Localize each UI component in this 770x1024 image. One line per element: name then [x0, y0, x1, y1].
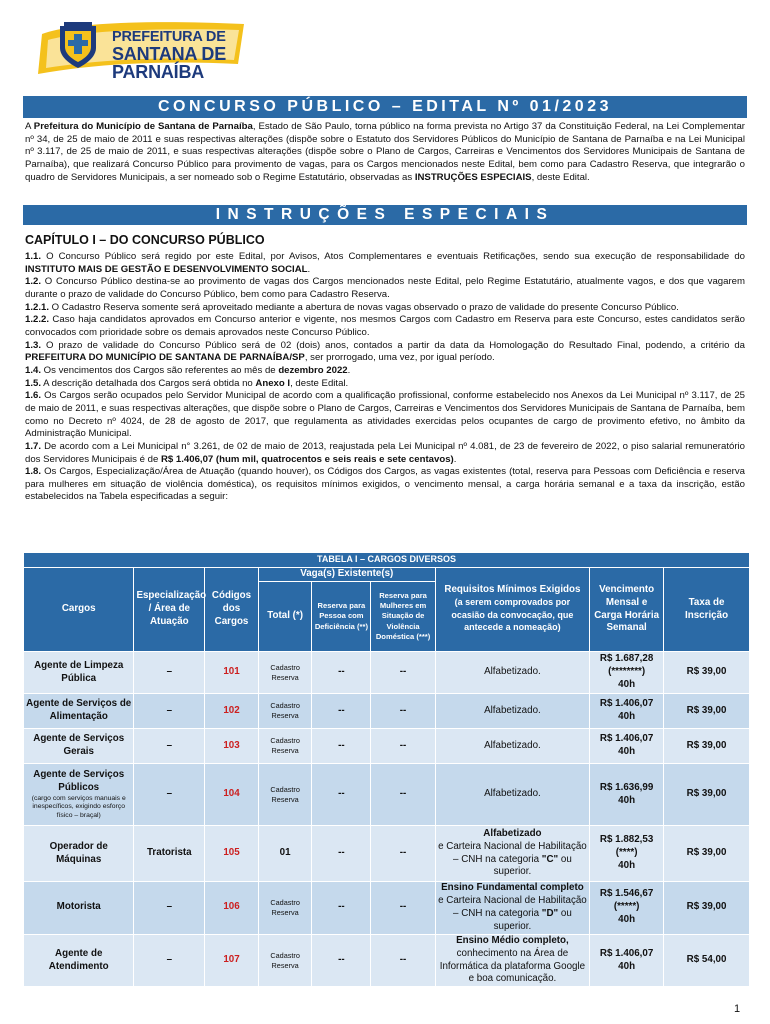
cell-vencimento [590, 934, 664, 987]
header-cargos: Cargos [24, 568, 134, 652]
item-text: . [307, 263, 311, 275]
header-requisitos [435, 568, 589, 652]
intro-text-2: , Estado de São Paulo, torna público na forma prevista no Artigo 37 da Constituição Federal, na Lei Complementar nº 34, de 25 de maio de 2011 e suas respectivas alterações (dispõe sobre o Estatuto dos Servidores Públicos do Município de Santana de Parnaíba e na Lei Municipal nº 3.117, de 25 de maio de 2011, e suas respectivas alterações (dispõe sobre o Plano de Cargos, Carreiras e Vencimentos dos Servidores Municipais de Santana de Parnaíba), que realizará Concurso Público para provimento de vagas, para os Cargos mencionados neste Edital, bem como para Cadastro Reserva, que integrarão o quadro de Servidores Municipais, a ser nomeado sob o Regime Estatutário, observadas as [25, 121, 745, 183]
cell-pcd: -- [312, 694, 371, 729]
cell-cargo: Agente de Limpeza Pública [24, 652, 134, 694]
item-1-2-1 [25, 302, 745, 315]
item-text: , deste Edital. [290, 377, 349, 389]
requisito-texto: e Carteira Nacional de Habilitação – CNH na categoria [438, 894, 587, 919]
cell-especializacao: Tratorista [134, 826, 205, 882]
cell-taxa: R$ 54,00 [664, 934, 750, 987]
vencimento-value: R$ 1.406,07 [599, 698, 654, 710]
table-row [24, 652, 750, 694]
cell-cargo: Motorista [24, 882, 134, 935]
cell-especializacao: – [134, 729, 205, 764]
carga-horaria: 40h [618, 746, 636, 757]
intro-bold-2: INSTRUÇÕES ESPECIAIS [414, 171, 532, 183]
item-1-2 [25, 276, 745, 301]
page-number: 1 [734, 1003, 741, 1015]
cell-requisitos: Alfabetizado. [435, 729, 589, 764]
item-text: O prazo de validade do Concurso Público será de 02 (dois) anos, contados a partir da data da Homologação do Resultado Final, podendo, a critério da [41, 339, 745, 351]
header-requisitos-subtitle: (a serem comprovados por ocasião da convocação, que antecede a nomeação) [451, 596, 574, 633]
table-row [24, 882, 750, 935]
item-text: Os Cargos, Especialização/Área de Atuação (quando houver), os Códigos dos Cargos, as vagas existentes (total, reserva para Pessoas com Deficiência e reserva para mulheres em situação de violência doméstica), os requisitos mínimos exigidos, o vencimento mensal, a carga horária semanal e a taxa da inscrição, estão estabelecidos na Tabela especificadas a seguir: [25, 466, 745, 503]
cell-cargo: Agente de Serviços de Alimentação [24, 694, 134, 729]
cell-vencimento [590, 652, 664, 694]
carga-horaria: 40h [618, 678, 636, 690]
cell-mulheres: -- [371, 764, 435, 826]
item-1-3 [25, 340, 745, 365]
logo-wordmark [112, 30, 254, 82]
cell-mulheres: -- [371, 694, 435, 729]
vencimento-note: (****) [615, 847, 638, 859]
item-number: 1.4. [25, 364, 42, 376]
item-text: O Cadastro Reserva somente será aproveitado mediante a abertura de novas vagas observado o prazo de validade do presente Concurso Público. [49, 301, 679, 313]
cell-mulheres: -- [371, 934, 435, 987]
table-row [24, 729, 750, 764]
requisito-principal: Ensino Fundamental completo [441, 882, 584, 893]
cell-mulheres: -- [371, 729, 435, 764]
cell-cargo: Agente de Serviços Gerais [24, 729, 134, 764]
carga-horaria: 40h [618, 914, 636, 926]
intro-text-1: A [25, 121, 34, 132]
cargo-note: (cargo com serviços manuais e inespecíficos, exigindo esforço físico – braçal) [31, 795, 126, 819]
cell-cargo: Agente de Atendimento [24, 934, 134, 987]
item-bold: R$ 1.406,07 (hum mil, quatrocentos e seis reais e sete centavos) [160, 453, 454, 465]
header-vencimento: Vencimento Mensal e Carga Horária Semanal [590, 568, 664, 652]
header-codigos: Códigos dos Cargos [205, 568, 259, 652]
cell-requisitos [435, 882, 589, 935]
item-text: De acordo com a Lei Municipal n° 3.261, de 02 de maio de 2013, reajustada pela Lei Municipal nº 4.081, de 23 de fevereiro de 2022, o piso salarial remuneratório dos Servidores Municipais é de [25, 440, 745, 465]
cell-codigo: 102 [205, 694, 259, 729]
cell-taxa: R$ 39,00 [664, 729, 750, 764]
item-text: . [453, 453, 457, 465]
cell-total: 01 [258, 826, 312, 882]
carga-horaria: 40h [618, 711, 636, 722]
cell-codigo: 104 [205, 764, 259, 826]
prefeitura-logo [34, 14, 254, 83]
cell-codigo: 107 [205, 934, 259, 987]
cell-requisitos [435, 934, 589, 987]
item-number: 1.2.1. [25, 301, 50, 313]
requisito-texto: ou superior. [493, 907, 572, 932]
cell-vencimento [590, 826, 664, 882]
cell-taxa: R$ 39,00 [664, 826, 750, 882]
vencimento-note: (*****) [613, 901, 640, 913]
cell-mulheres: -- [371, 826, 435, 882]
vencimento-value: R$ 1.636,99 [599, 781, 654, 793]
cell-taxa: R$ 39,00 [664, 694, 750, 729]
item-number: 1.8. [25, 466, 42, 478]
document-title: CONCURSO PÚBLICO – EDITAL Nº 01/2023 [23, 96, 747, 118]
cell-especializacao: – [134, 652, 205, 694]
header-requisitos-title: Requisitos Mínimos Exigidos [444, 583, 581, 595]
cell-requisitos [435, 826, 589, 882]
header-pcd: Reserva para Pessoa com Deficiência (**) [312, 582, 371, 652]
item-bold: Anexo I [255, 377, 291, 389]
cell-especializacao: – [134, 934, 205, 987]
cell-total: Cadastro Reserva [258, 729, 312, 764]
cell-cargo [24, 764, 134, 826]
item-bold: INSTITUTO MAIS DE GESTÃO E DESENVOLVIMENTO SOCIAL [25, 263, 308, 275]
requisito-categoria: "D" [541, 907, 559, 919]
requisito-texto: e Carteira Nacional de Habilitação – CNH na categoria [438, 840, 587, 865]
cargo-name: Agente de Serviços Públicos [33, 769, 125, 794]
chapter-items [25, 251, 745, 504]
item-text: , ser prorrogado, uma vez, por igual período. [304, 352, 495, 364]
table-row [24, 934, 750, 987]
item-1-5 [25, 378, 745, 391]
cell-mulheres: -- [371, 652, 435, 694]
logo-line-1: PREFEITURA DE [112, 29, 226, 45]
requisito-texto: conhecimento na Área de Informática da plataforma Google e boa comunicação. [439, 947, 586, 985]
cell-pcd: -- [312, 934, 371, 987]
section-title: INSTRUÇÕES ESPECIAIS [23, 205, 747, 225]
item-text: O Concurso Público será regido por este Edital, por Avisos, Atos Complementares e eventuais Retificações, sendo sua execução de responsabilidade do [41, 251, 745, 262]
item-text: Os Cargos serão ocupados pelo Servidor Municipal de acordo com a qualificação profissional, conforme estabelecido nos Anexos da Lei Municipal nº 3.117, de 25 de maio de 2011, e suas respectivas alterações, que dispõe sobre o Plano de Cargos, Carreiras e Vencimentos dos Servidores Municipais de Santana de Parnaíba, bem como no Decreto nº 4024, de 28 de agosto de 2017, que regulamenta as atividades exercidas pelos ocupantes de cargo de provimento efetivo, no âmbito da Administração Municipal. [25, 390, 745, 440]
requisito-categoria: "C" [541, 853, 559, 865]
cell-vencimento [590, 729, 664, 764]
cell-total: Cadastro Reserva [258, 934, 312, 987]
cell-vencimento [590, 882, 664, 935]
item-text: O Concurso Público destina-se ao provimento de vagas dos Cargos mencionados neste Edital, pelo Regime Estatutário, atualmente vagos, e dos que vagarem durante o prazo de validade do Concurso Público, bem como para Cadastro Reserva. [25, 276, 745, 300]
vencimento-value: R$ 1.546,67 [599, 888, 654, 900]
item-number: 1.7. [25, 440, 42, 452]
chapter-title: CAPÍTULO I – DO CONCURSO PÚBLICO [25, 233, 265, 247]
item-text: Os vencimentos dos Cargos são referentes ao mês de [41, 364, 279, 376]
cell-taxa: R$ 39,00 [664, 652, 750, 694]
vencimento-value: R$ 1.406,07 [599, 947, 654, 959]
cell-pcd: -- [312, 652, 371, 694]
item-bold: PREFEITURA DO MUNICÍPIO DE SANTANA DE PARNAÍBA/SP [25, 352, 305, 364]
cell-codigo: 105 [205, 826, 259, 882]
item-number: 1.2.2. [25, 314, 50, 326]
item-1-1 [25, 251, 745, 276]
cell-codigo: 106 [205, 882, 259, 935]
carga-horaria: 40h [618, 794, 636, 806]
item-1-8 [25, 466, 745, 504]
requisito-texto: ou superior. [493, 853, 572, 878]
vencimento-value: R$ 1.882,53 [599, 834, 654, 846]
item-number: 1.3. [25, 339, 42, 351]
table-row [24, 826, 750, 882]
cell-especializacao: – [134, 882, 205, 935]
cell-pcd: -- [312, 826, 371, 882]
item-1-6 [25, 390, 745, 441]
carga-horaria: 40h [618, 859, 636, 871]
cell-total: Cadastro Reserva [258, 694, 312, 729]
cell-requisitos: Alfabetizado. [435, 652, 589, 694]
item-1-2-2 [25, 314, 745, 339]
cell-requisitos: Alfabetizado. [435, 694, 589, 729]
vencimento-value: R$ 1.406,07 [599, 733, 654, 745]
header-total: Total (*) [258, 582, 312, 652]
cell-codigo: 101 [205, 652, 259, 694]
item-text: . [347, 364, 351, 376]
requisito-principal: Ensino Médio completo, [456, 934, 569, 946]
item-text: A descrição detalhada dos Cargos será obtida no [41, 377, 256, 389]
cell-total: Cadastro Reserva [258, 764, 312, 826]
cell-total: Cadastro Reserva [258, 652, 312, 694]
cell-vencimento [590, 694, 664, 729]
item-number: 1.5. [25, 377, 42, 389]
table-row [24, 764, 750, 826]
requisito-principal: Alfabetizado [483, 827, 542, 839]
logo-line-2: SANTANA DE PARNAÍBA [112, 43, 226, 83]
vencimento-note: (********) [608, 666, 646, 678]
cell-pcd: -- [312, 764, 371, 826]
item-bold: dezembro 2022 [278, 364, 348, 376]
cell-vencimento [590, 764, 664, 826]
table-title: TABELA I – CARGOS DIVERSOS [24, 553, 750, 568]
cell-taxa: R$ 39,00 [664, 882, 750, 935]
header-vagas: Vaga(s) Existente(s) [258, 568, 435, 582]
table-row [24, 694, 750, 729]
cell-taxa: R$ 39,00 [664, 764, 750, 826]
intro-bold-1: Prefeitura do Município de Santana de Parnaíba [33, 121, 253, 132]
vencimento-value: R$ 1.687,28 [599, 653, 654, 665]
cell-pcd: -- [312, 882, 371, 935]
item-number: 1.2. [25, 276, 42, 288]
cell-total: Cadastro Reserva [258, 882, 312, 935]
cell-especializacao: – [134, 764, 205, 826]
cargos-table [23, 552, 750, 987]
cell-requisitos: Alfabetizado. [435, 764, 589, 826]
header-especializacao: Especialização / Área de Atuação [134, 568, 205, 652]
header-mulheres: Reserva para Mulheres em Situação de Violência Doméstica (***) [371, 582, 435, 652]
item-1-7 [25, 441, 745, 466]
item-number: 1.1. [25, 251, 42, 262]
cell-cargo: Operador de Máquinas [24, 826, 134, 882]
item-number: 1.6. [25, 390, 42, 402]
header-taxa: Taxa de Inscrição [664, 568, 750, 652]
cell-codigo: 103 [205, 729, 259, 764]
item-1-4 [25, 365, 745, 378]
item-text: Caso haja candidatos aprovados em Concurso anterior e vigente, nos mesmos Cargos com Cadastro em Reserva para este Concurso, estes candidatos serão convocados com prioridade sobre os demais aprovados neste Concurso Público. [25, 314, 745, 338]
cell-mulheres: -- [371, 882, 435, 935]
cell-especializacao: – [134, 694, 205, 729]
carga-horaria: 40h [618, 960, 636, 972]
intro-paragraph [25, 121, 745, 184]
cell-pcd: -- [312, 729, 371, 764]
intro-text-3: , deste Edital. [531, 171, 590, 183]
